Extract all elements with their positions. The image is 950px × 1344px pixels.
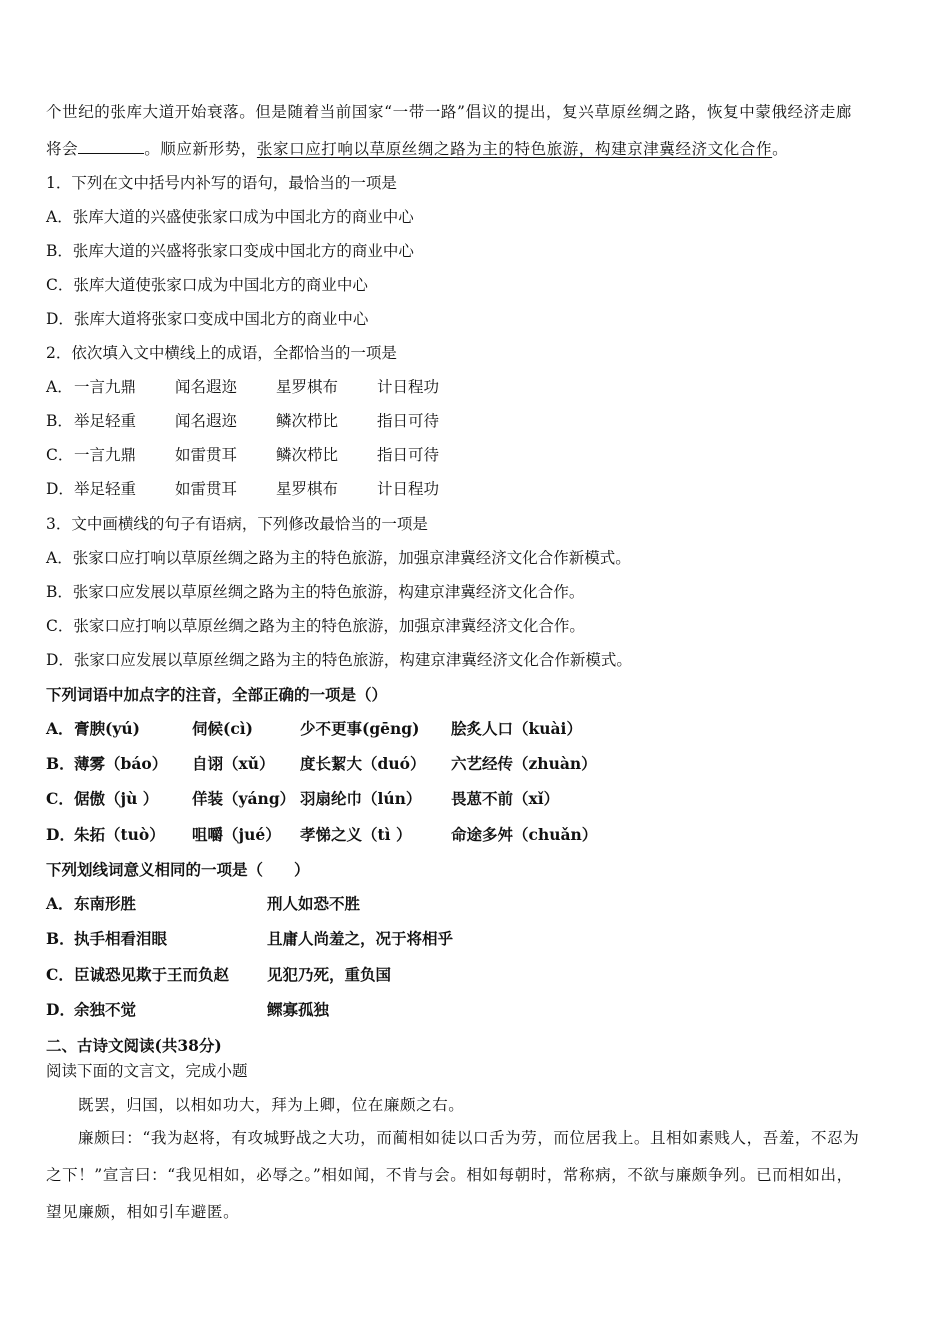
q4-stem: 下列词语中加点字的注音，全部正确的一项是（） xyxy=(46,685,388,704)
idiom: 指日可待 xyxy=(377,412,440,430)
option-label: A． xyxy=(46,894,74,913)
word-with-pinyin: 佯装（yáng） xyxy=(192,789,296,808)
idiom: 一言九鼎 xyxy=(74,378,137,396)
q1-option-d: D．张库大道将张家口变成中国北方的商业中心 xyxy=(46,310,369,328)
underlined-sentence: 张家口应打响以草原丝绸之路为主的特色旅游，构建京津冀经济文化合作 xyxy=(256,140,773,158)
section-instruction: 阅读下面的文言文，完成小题 xyxy=(46,1062,248,1080)
word-with-pinyin: 孝悌之义（tì ） xyxy=(300,825,412,844)
passage-text: 。顺应新形势， xyxy=(144,140,257,158)
idiom: 闻名遐迩 xyxy=(175,378,238,396)
option-label: C． xyxy=(46,789,74,808)
q3-option-a: A．张家口应打响以草原丝绸之路为主的特色旅游，加强京津冀经济文化合作新模式。 xyxy=(46,549,631,567)
passage-line-2 xyxy=(46,139,788,159)
phrase-left: 余独不觉 xyxy=(74,1000,137,1019)
q3-option-d: D．张家口应发展以草原丝绸之路为主的特色旅游，构建京津冀经济文化合作新模式。 xyxy=(46,651,632,669)
q2-option-b xyxy=(46,411,526,431)
idiom: 一言九鼎 xyxy=(74,446,137,464)
word-with-pinyin: 朱拓（tuò） xyxy=(74,825,165,844)
option-label: D． xyxy=(46,1000,75,1019)
q2-option-d xyxy=(46,479,526,499)
q1-option-a: A．张库大道的兴盛使张家口成为中国北方的商业中心 xyxy=(46,208,414,226)
phrase-right: 刑人如恐不胜 xyxy=(267,894,361,913)
word-with-pinyin: 脍炙人口（kuài） xyxy=(451,719,582,738)
option-label: C． xyxy=(46,446,74,464)
idiom: 鳞次栉比 xyxy=(276,446,339,464)
idiom: 如雷贯耳 xyxy=(175,480,238,498)
word-with-pinyin: 命途多舛（chuǎn） xyxy=(451,825,598,844)
idiom: 指日可待 xyxy=(377,446,440,464)
option-label: A． xyxy=(46,378,73,396)
q2-option-a xyxy=(46,377,526,397)
section-heading: 二、古诗文阅读(共38分) xyxy=(46,1036,222,1055)
q5-option-a xyxy=(46,894,546,914)
phrase-left: 臣诚恐见欺于王而负赵 xyxy=(74,965,230,984)
phrase-left: 执手相看泪眼 xyxy=(74,929,168,948)
passage-line-1: 个世纪的张库大道开始衰落。但是随着当前国家“一带一路”倡议的提出，复兴草原丝绸之路，恢复中蒙俄经济走廊 xyxy=(46,103,852,121)
q2-stem: 2．依次填入文中横线上的成语，全都恰当的一项是 xyxy=(46,344,397,362)
idiom: 闻名遐迩 xyxy=(175,412,238,430)
classical-text-para-2-line-2: 之下！”宣言曰：“我见相如，必辱之。”相如闻，不肯与会。相如每朝时，常称病，不欲与廉颇争列。已而相如出， xyxy=(46,1166,853,1184)
q4-option-a xyxy=(46,719,646,739)
q2-option-c xyxy=(46,445,526,465)
word-with-pinyin: 薄雾（báo） xyxy=(74,754,168,773)
passage-text: 将会 xyxy=(46,140,79,158)
word-with-pinyin: 咀嚼（jué） xyxy=(192,825,281,844)
phrase-right: 见犯乃死，重负国 xyxy=(267,965,392,984)
idiom: 鳞次栉比 xyxy=(276,412,339,430)
q5-stem: 下列划线词意义相同的一项是（ ） xyxy=(46,860,310,879)
idiom: 计日程功 xyxy=(377,378,440,396)
word-with-pinyin: 度长絜大（duó） xyxy=(300,754,426,773)
idiom: 计日程功 xyxy=(377,480,440,498)
phrase-right: 鳏寡孤独 xyxy=(267,1000,330,1019)
fill-blank xyxy=(78,139,144,154)
q4-option-d xyxy=(46,825,646,845)
word-with-pinyin: 畏葸不前（xǐ） xyxy=(451,789,560,808)
word-with-pinyin: 膏腴(yú) xyxy=(74,719,140,738)
q3-option-c: C．张家口应打响以草原丝绸之路为主的特色旅游，加强京津冀经济文化合作。 xyxy=(46,617,585,635)
classical-text-para-2-line-3: 望见廉颇，相如引车避匿。 xyxy=(46,1203,240,1221)
q1-option-c: C．张库大道使张家口成为中国北方的商业中心 xyxy=(46,276,368,294)
idiom: 举足轻重 xyxy=(74,412,137,430)
q4-option-b xyxy=(46,754,646,774)
word-with-pinyin: 羽扇纶巾（lún） xyxy=(300,789,422,808)
idiom: 星罗棋布 xyxy=(276,378,339,396)
word-with-pinyin: 伺候(cì) xyxy=(192,719,253,738)
classical-text-para-2-line-1: 廉颇曰：“我为赵将，有攻城野战之大功，而蔺相如徒以口舌为劳，而位居我上。且相如素贱人，吾羞，不忍为 xyxy=(78,1129,860,1147)
option-label: C． xyxy=(46,965,74,984)
option-label: A． xyxy=(46,719,74,738)
idiom: 举足轻重 xyxy=(74,480,137,498)
option-label: B． xyxy=(46,754,75,773)
q5-option-c xyxy=(46,965,546,985)
q1-stem: 1．下列在文中括号内补写的语句，最恰当的一项是 xyxy=(46,174,397,192)
phrase-right: 且庸人尚羞之，况于将相乎 xyxy=(267,929,454,948)
idiom: 星罗棋布 xyxy=(276,480,339,498)
q3-option-b: B．张家口应发展以草原丝绸之路为主的特色旅游，构建京津冀经济文化合作。 xyxy=(46,583,585,601)
option-label: D． xyxy=(46,480,74,498)
option-label: B． xyxy=(46,929,75,948)
word-with-pinyin: 少不更事(gēng) xyxy=(300,719,420,738)
q5-option-b xyxy=(46,929,546,949)
word-with-pinyin: 倨傲（jù ） xyxy=(74,789,159,808)
phrase-left: 东南形胜 xyxy=(74,894,137,913)
option-label: B． xyxy=(46,412,73,430)
q1-option-b: B．张库大道的兴盛将张家口变成中国北方的商业中心 xyxy=(46,242,414,260)
option-label: D． xyxy=(46,825,75,844)
q3-stem: 3．文中画横线的句子有语病，下列修改最恰当的一项是 xyxy=(46,515,428,533)
word-with-pinyin: 自诩（xǔ） xyxy=(192,754,275,773)
q4-option-c xyxy=(46,789,646,809)
word-with-pinyin: 六艺经传（zhuàn） xyxy=(451,754,597,773)
idiom: 如雷贯耳 xyxy=(175,446,238,464)
q5-option-d xyxy=(46,1000,546,1020)
classical-text-para-1: 既罢，归国，以相如功大，拜为上卿，位在廉颇之右。 xyxy=(78,1096,465,1114)
passage-text: 。 xyxy=(772,140,789,158)
